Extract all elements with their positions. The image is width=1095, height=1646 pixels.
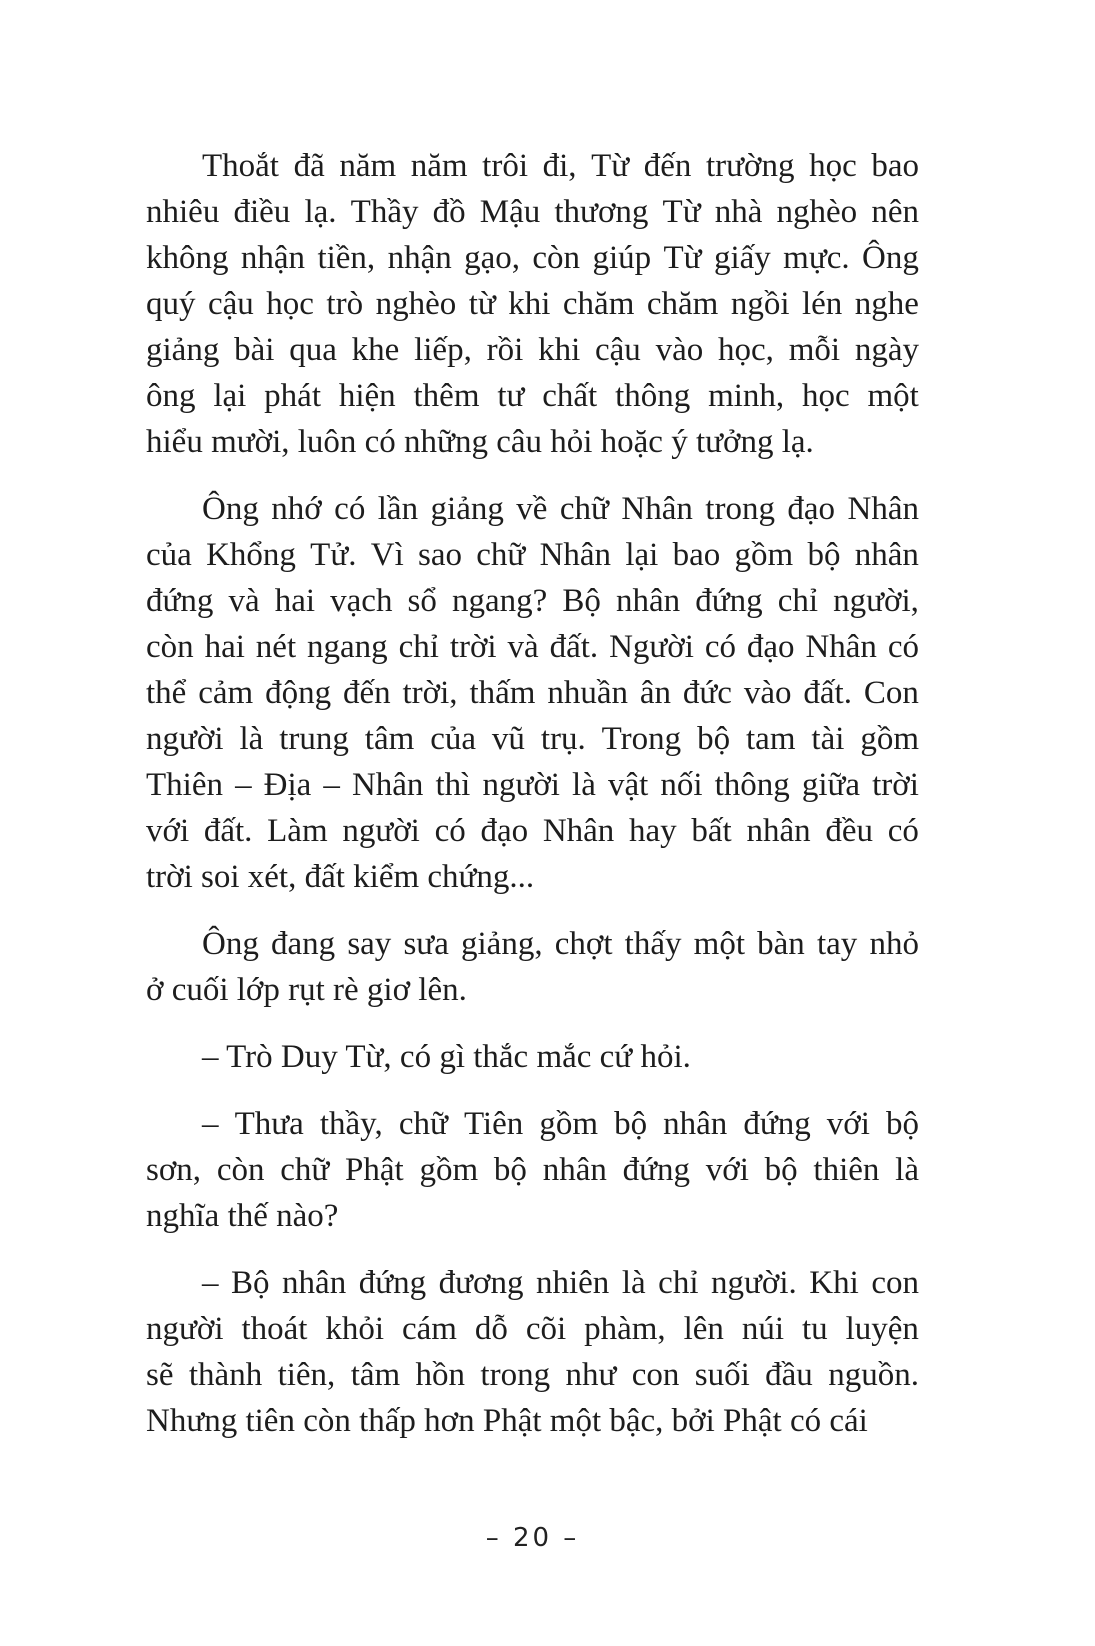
- page-body: [146, 143, 919, 1465]
- text-line: không nhận tiền, nhận gạo, còn giúp Từ giấy mực. Ông: [146, 240, 919, 276]
- text-line: Thiên – Địa – Nhân thì người là vật nối thông giữa trời: [146, 767, 919, 803]
- text-line: nhiêu điều lạ. Thầy đồ Mậu thương Từ nhà nghèo nên: [146, 194, 919, 230]
- paragraph: [146, 486, 919, 900]
- paragraph: [146, 1260, 919, 1444]
- text-line: quý cậu học trò nghèo từ khi chăm chăm ngồi lén nghe: [146, 286, 919, 322]
- text-line: Nhưng tiên còn thấp hơn Phật một bậc, bởi Phật có cái: [146, 1403, 868, 1439]
- text-line: với đất. Làm người có đạo Nhân hay bất nhân đều có: [146, 813, 919, 849]
- text-line: – Trò Duy Từ, có gì thắc mắc cứ hỏi.: [202, 1039, 691, 1075]
- text-line: sơn, còn chữ Phật gồm bộ nhân đứng với bộ thiên là: [146, 1152, 919, 1188]
- text-line: nghĩa thế nào?: [146, 1198, 339, 1234]
- text-line: thể cảm động đến trời, thấm nhuần ân đức vào đất. Con: [146, 675, 919, 711]
- text-line: đứng và hai vạch sổ ngang? Bộ nhân đứng chỉ người,: [146, 583, 919, 619]
- text-line: còn hai nét ngang chỉ trời và đất. Người có đạo Nhân có: [146, 629, 919, 665]
- text-line: giảng bài qua khe liếp, rồi khi cậu vào học, mỗi ngày: [146, 332, 919, 368]
- paragraph: [146, 921, 919, 1013]
- paragraph: [146, 1034, 919, 1080]
- text-line: Ông đang say sưa giảng, chợt thấy một bàn tay nhỏ: [202, 926, 919, 962]
- text-line: sẽ thành tiên, tâm hồn trong như con suối đầu nguồn.: [146, 1357, 919, 1393]
- paragraph: [146, 143, 919, 465]
- paragraph: [146, 1101, 919, 1239]
- text-line: – Bộ nhân đứng đương nhiên là chỉ người. Khi con: [202, 1265, 919, 1301]
- text-line: Ông nhớ có lần giảng về chữ Nhân trong đạo Nhân: [202, 491, 919, 527]
- text-line: ông lại phát hiện thêm tư chất thông minh, học một: [146, 378, 919, 414]
- text-line: – Thưa thầy, chữ Tiên gồm bộ nhân đứng với bộ: [202, 1106, 919, 1142]
- text-line: người thoát khỏi cám dỗ cõi phàm, lên núi tu luyện: [146, 1311, 919, 1347]
- page-number: – 20 –: [485, 1523, 580, 1553]
- text-line: hiểu mười, luôn có những câu hỏi hoặc ý tưởng lạ.: [146, 424, 814, 460]
- text-line: Thoắt đã năm năm trôi đi, Từ đến trường học bao: [202, 148, 919, 184]
- text-line: người là trung tâm của vũ trụ. Trong bộ tam tài gồm: [146, 721, 919, 757]
- text-line: trời soi xét, đất kiểm chứng...: [146, 859, 535, 895]
- text-line: của Khổng Tử. Vì sao chữ Nhân lại bao gồm bộ nhân: [146, 537, 919, 573]
- text-line: ở cuối lớp rụt rè giơ lên.: [146, 972, 467, 1008]
